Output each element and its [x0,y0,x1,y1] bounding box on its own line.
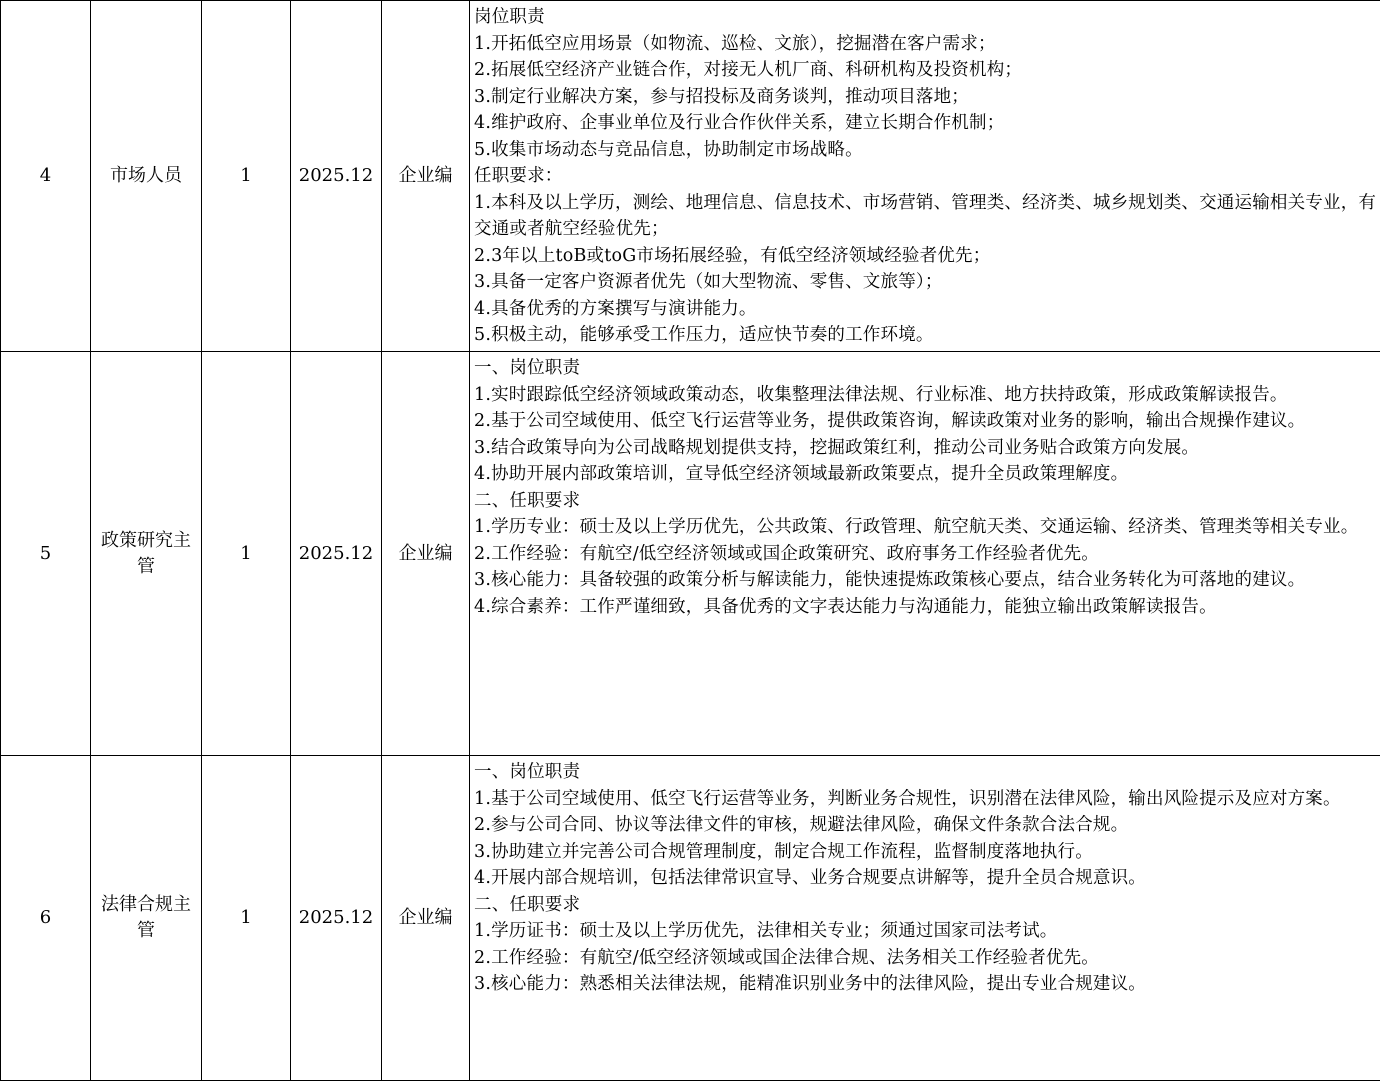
desc-line: 1.本科及以上学历，测绘、地理信息、信息技术、市场营销、管理类、经济类、城乡规划类、交通运输相关专业，有交通或者航空经验优先； [474,190,1378,243]
desc-line: 2.工作经验：有航空/低空经济领域或国企法律合规、法务相关工作经验者优先。 [474,945,1378,972]
position-name [91,352,202,756]
desc-line: 2.基于公司空域使用、低空飞行运营等业务，提供政策咨询，解读政策对业务的影响，输出合规操作建议。 [474,408,1378,435]
desc-line: 1.学历证书：硕士及以上学历优先，法律相关专业；须通过国家司法考试。 [474,918,1378,945]
date: 2025.12 [291,756,382,1081]
row-number: 5 [1,352,91,756]
desc-line: 岗位职责 [474,4,1378,31]
employment-type: 企业编 [382,756,470,1081]
row-number: 6 [1,756,91,1081]
desc-line: 一、岗位职责 [474,759,1378,786]
desc-line: 4.开展内部合规培训，包括法律常识宣导、业务合规要点讲解等，提升全员合规意识。 [474,865,1378,892]
position-name [91,756,202,1081]
desc-line: 2.拓展低空经济产业链合作，对接无人机厂商、科研机构及投资机构； [474,57,1378,84]
desc-line: 3.制定行业解决方案，参与招投标及商务谈判，推动项目落地； [474,84,1378,111]
job-description [470,352,1380,756]
desc-line: 1.学历专业：硕士及以上学历优先，公共政策、行政管理、航空航天类、交通运输、经济类、管理类等相关专业。 [474,514,1378,541]
job-description [470,1,1380,352]
table-row [1,756,1380,1081]
desc-line: 3.具备一定客户资源者优先（如大型物流、零售、文旅等）； [474,269,1378,296]
position-label: 政策研究主管 [101,528,191,580]
desc-line: 3.核心能力：具备较强的政策分析与解读能力，能快速提炼政策核心要点，结合业务转化为可落地的建议。 [474,567,1378,594]
date: 2025.12 [291,352,382,756]
headcount: 1 [202,756,291,1081]
row-number: 4 [1,1,91,352]
desc-line: 3.核心能力：熟悉相关法律法规，能精准识别业务中的法律风险，提出专业合规建议。 [474,971,1378,998]
position-label: 法律合规主管 [101,892,191,944]
desc-line: 1.开拓低空应用场景（如物流、巡检、文旅），挖掘潜在客户需求； [474,31,1378,58]
desc-line: 4.具备优秀的方案撰写与演讲能力。 [474,296,1378,323]
desc-line: 一、岗位职责 [474,355,1378,382]
job-description [470,756,1380,1081]
employment-type: 企业编 [382,352,470,756]
desc-line: 4.维护政府、企事业单位及行业合作伙伴关系，建立长期合作机制； [474,110,1378,137]
desc-line: 3.协助建立并完善公司合规管理制度，制定合规工作流程，监督制度落地执行。 [474,839,1378,866]
desc-line: 3.结合政策导向为公司战略规划提供支持，挖掘政策红利，推动公司业务贴合政策方向发展。 [474,435,1378,462]
desc-line: 2.3年以上toB或toG市场拓展经验，有低空经济领域经验者优先； [474,243,1378,270]
table-row [1,1,1380,352]
desc-line: 二、任职要求 [474,488,1378,515]
desc-line: 1.实时跟踪低空经济领域政策动态，收集整理法律法规、行业标准、地方扶持政策，形成政策解读报告。 [474,382,1378,409]
position-name [91,1,202,352]
desc-line: 5.积极主动，能够承受工作压力，适应快节奏的工作环境。 [474,322,1378,349]
headcount: 1 [202,352,291,756]
headcount: 1 [202,1,291,352]
desc-line: 任职要求： [474,163,1378,190]
table-row [1,352,1380,756]
position-label: 市场人员 [101,163,191,189]
desc-line: 二、任职要求 [474,892,1378,919]
desc-line: 5.收集市场动态与竞品信息，协助制定市场战略。 [474,137,1378,164]
desc-line: 2.参与公司合同、协议等法律文件的审核，规避法律风险，确保文件条款合法合规。 [474,812,1378,839]
desc-line: 4.综合素养：工作严谨细致，具备优秀的文字表达能力与沟通能力，能独立输出政策解读报告。 [474,594,1378,621]
desc-line: 4.协助开展内部政策培训，宣导低空经济领域最新政策要点，提升全员政策理解度。 [474,461,1378,488]
desc-line: 1.基于公司空域使用、低空飞行运营等业务，判断业务合规性，识别潜在法律风险，输出风险提示及应对方案。 [474,786,1378,813]
date: 2025.12 [291,1,382,352]
employment-type: 企业编 [382,1,470,352]
desc-line: 2.工作经验：有航空/低空经济领域或国企政策研究、政府事务工作经验者优先。 [474,541,1378,568]
